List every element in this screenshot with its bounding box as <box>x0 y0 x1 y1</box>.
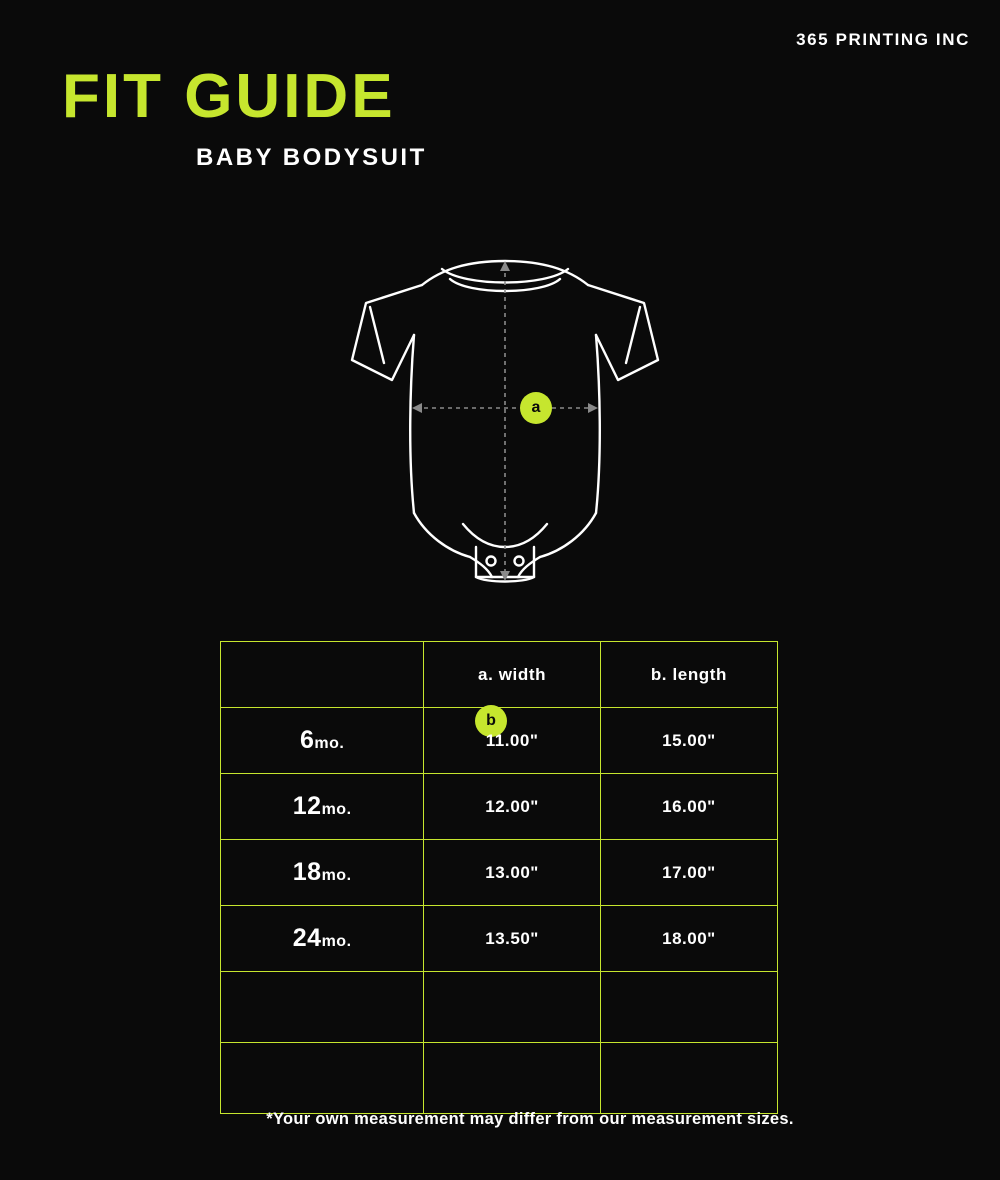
size-cell <box>221 906 424 972</box>
page-title: FIT GUIDE <box>62 62 396 131</box>
brand-name: 365 PRINTING INC <box>796 30 970 49</box>
marker-b: b <box>475 705 507 737</box>
bodysuit-outline-icon <box>330 235 680 600</box>
size-unit: mo. <box>314 735 345 752</box>
column-header-width: a. width <box>424 642 601 708</box>
length-cell: 15.00" <box>600 708 777 774</box>
size-unit: mo. <box>321 867 352 884</box>
width-cell: 13.50" <box>424 906 601 972</box>
size-number: 18 <box>292 858 322 886</box>
width-cell: 12.00" <box>424 774 601 840</box>
length-cell <box>600 972 777 1043</box>
length-cell: 17.00" <box>600 840 777 906</box>
width-cell <box>424 1043 601 1114</box>
size-number: 6 <box>299 726 315 754</box>
table-header-row <box>221 642 778 708</box>
size-unit: mo. <box>321 933 352 950</box>
size-unit: mo. <box>321 801 352 818</box>
table-row <box>221 708 778 774</box>
length-cell: 18.00" <box>600 906 777 972</box>
table-row <box>221 840 778 906</box>
size-table <box>220 641 778 1114</box>
size-cell <box>221 840 424 906</box>
width-cell: 13.00" <box>424 840 601 906</box>
marker-a: a <box>520 392 552 424</box>
table-row <box>221 906 778 972</box>
table-row <box>221 1043 778 1114</box>
column-header-length: b. length <box>600 642 777 708</box>
size-number: 12 <box>292 792 322 820</box>
table-row <box>221 972 778 1043</box>
size-cell <box>221 1043 424 1114</box>
footnote: *Your own measurement may differ from our measurement sizes. <box>266 1110 794 1128</box>
size-table-container <box>220 641 778 1096</box>
size-cell <box>221 774 424 840</box>
page-subtitle: BABY BODYSUIT <box>196 144 427 171</box>
width-cell <box>424 972 601 1043</box>
length-cell <box>600 1043 777 1114</box>
width-cell: 11.00" <box>424 708 601 774</box>
size-cell <box>221 972 424 1043</box>
length-cell: 16.00" <box>600 774 777 840</box>
size-number: 24 <box>292 924 322 952</box>
table-row <box>221 774 778 840</box>
size-cell <box>221 708 424 774</box>
column-header-size <box>221 642 424 708</box>
